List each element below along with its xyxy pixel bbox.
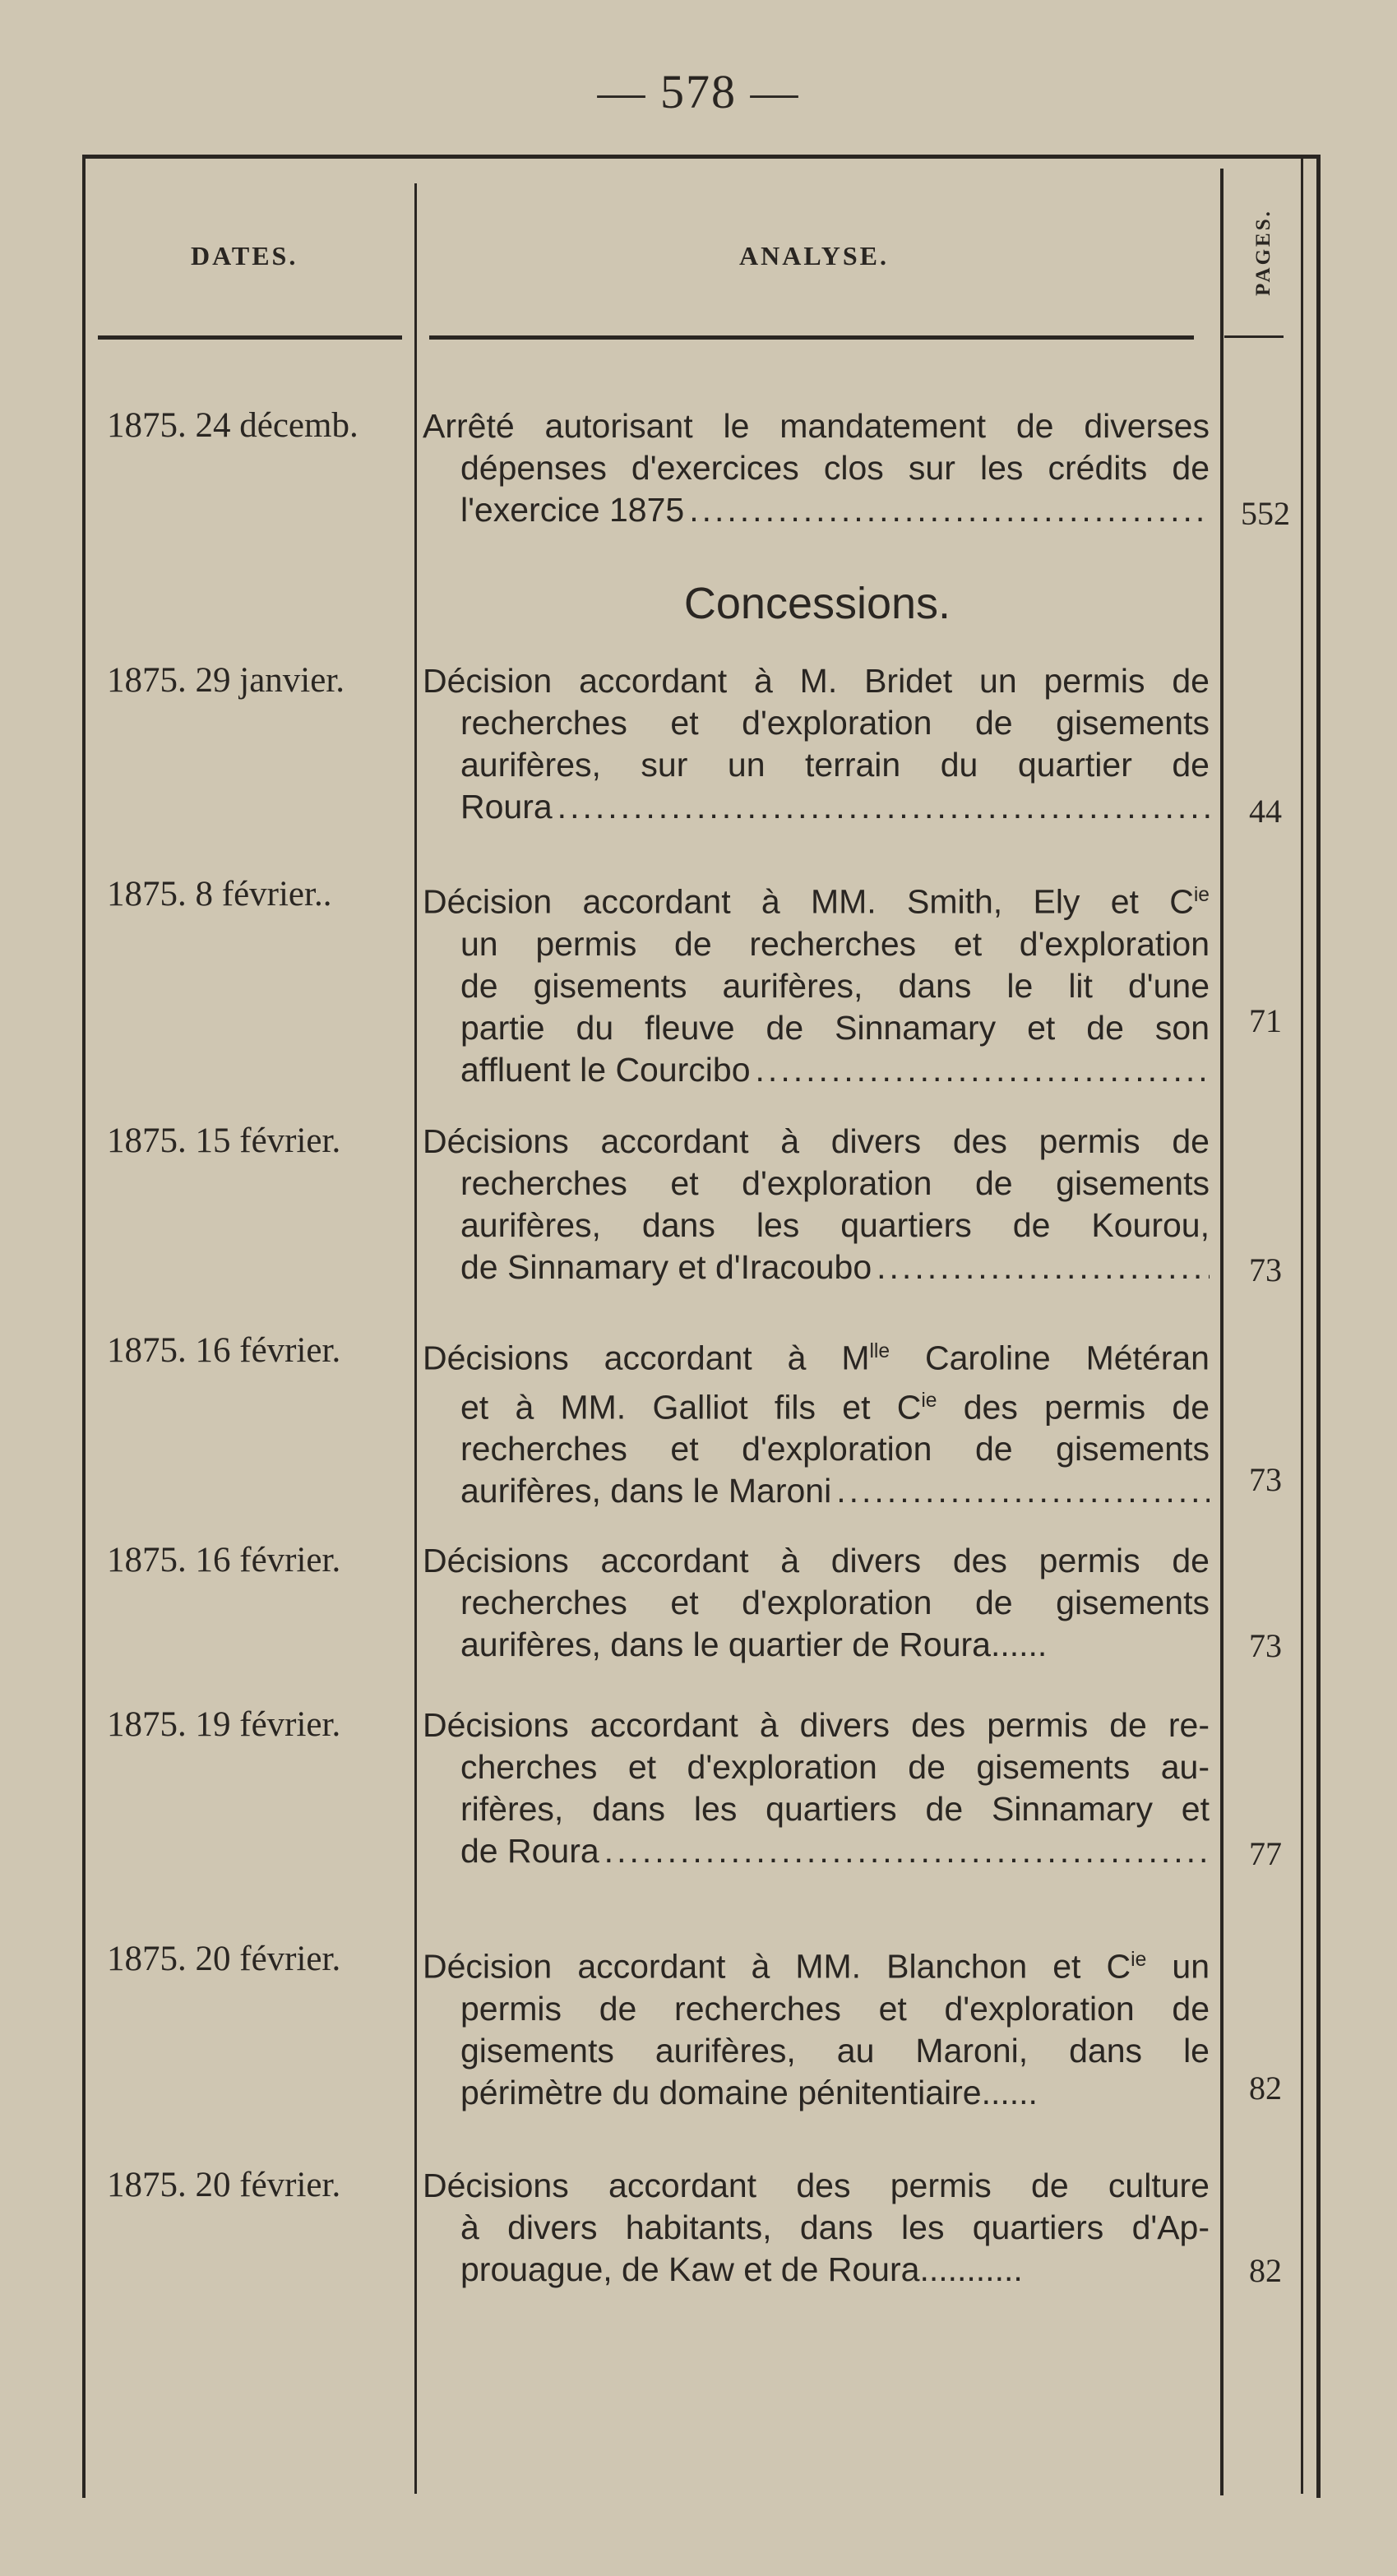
analysis-line-text: l'exercice 1875 <box>460 491 685 529</box>
leader-dots <box>604 1830 1210 1872</box>
analysis-line: permis de recherches et d'exploration de <box>460 1989 1210 2028</box>
entry-analysis <box>423 2165 1210 2291</box>
entry-analysis <box>423 405 1210 531</box>
analysis-line <box>423 1830 1210 1872</box>
leader-dots <box>877 1246 1210 1288</box>
analysis-line: Décisions accordant à $M^{lle}$ Caroline Météran <box>423 1339 1210 1377</box>
entry-analysis <box>423 1540 1210 1666</box>
analysis-line: dépenses d'exercices clos sur les crédits de <box>460 449 1210 487</box>
analysis-line-text: affluent le Courcibo <box>460 1050 751 1089</box>
analysis-line: recherches et d'exploration de gisements <box>460 1430 1210 1468</box>
analysis-line <box>423 489 1210 531</box>
entry-page: 552 <box>1241 495 1290 532</box>
analysis-line: périmètre du domaine pénitentiaire...... <box>460 2073 1038 2111</box>
analysis-line: un permis de recherches et d'exploration <box>460 924 1210 963</box>
analysis-line: Arrêté autorisant le mandatement de diverses <box>423 407 1210 445</box>
analysis-line: Décisions accordant à divers des permis de <box>423 1542 1210 1579</box>
entry-date: 1875. 16 février. <box>107 1331 341 1370</box>
analysis-line: gisements aurifères, au Maroni, dans le <box>460 2031 1210 2070</box>
entry-date: 1875. 29 janvier. <box>107 661 345 700</box>
analysis-line-text: de Roura <box>460 1832 599 1870</box>
leader-dots <box>836 1470 1210 1512</box>
analysis-line: de gisements aurifères, dans le lit d'une <box>460 966 1210 1005</box>
analysis-line-text: Roura <box>460 788 553 826</box>
analysis-line <box>423 786 1210 828</box>
header-pages: PAGES. <box>1252 209 1274 296</box>
entry-page: 77 <box>1249 1835 1282 1872</box>
entry-date: 1875. 20 février. <box>107 1940 341 1978</box>
analysis-line: aurifères, dans les quartiers de Kourou, <box>460 1206 1210 1244</box>
analysis-line: Décision accordant à MM. Smith, Ely et $C^{ie}$ <box>423 882 1210 921</box>
analysis-line: à divers habitants, dans les quartiers d'Ap- <box>460 2208 1210 2246</box>
entry-page: 71 <box>1249 1002 1282 1039</box>
header-analyse: ANALYSE. <box>739 241 889 271</box>
analysis-line: cherches et d'exploration de gisements au- <box>460 1748 1210 1786</box>
analysis-line: recherches et d'exploration de gisements <box>460 1164 1210 1202</box>
entry-page: 44 <box>1249 793 1282 830</box>
entry-page: 82 <box>1249 2252 1282 2289</box>
analysis-line: Décision accordant à MM. Blanchon et $C^{ie}$ un <box>423 1947 1210 1986</box>
header-dates: DATES. <box>191 241 298 271</box>
leader-dots <box>689 489 1210 531</box>
entry-page: 73 <box>1249 1627 1282 1664</box>
entry-date: 1875. 15 février. <box>107 1122 341 1160</box>
entry-analysis <box>423 660 1210 828</box>
analysis-line: recherches et d'exploration de gisements <box>460 1584 1210 1621</box>
entry-date: 1875. 24 décemb. <box>107 406 359 445</box>
index-table <box>82 155 1321 2498</box>
analysis-line: Décisions accordant à divers des permis de <box>423 1122 1210 1160</box>
entry-analysis <box>423 874 1210 1091</box>
entry-date: 1875. 16 février. <box>107 1541 341 1579</box>
analysis-line: rifères, dans les quartiers de Sinnamary et <box>460 1790 1210 1828</box>
analysis-line: aurifères, dans le quartier de Roura...... <box>460 1626 1048 1663</box>
leader-dots <box>557 786 1210 828</box>
analysis-line: recherches et d'exploration de gisements <box>460 704 1210 742</box>
entry-page: 73 <box>1249 1251 1282 1288</box>
analysis-line: aurifères, sur un terrain du quartier de <box>460 746 1210 784</box>
entry-date: 1875. 8 février.. <box>107 875 332 913</box>
entry-analysis <box>423 1121 1210 1288</box>
entry-analysis <box>423 1939 1210 2114</box>
header-rule-dates <box>98 335 402 340</box>
analysis-line: Décisions accordant des permis de culture <box>423 2167 1210 2204</box>
column-divider-dates <box>414 183 417 2494</box>
header-rule-pages <box>1224 335 1284 338</box>
entry-analysis <box>423 1704 1210 1872</box>
analysis-line: partie du fleuve de Sinnamary et de son <box>460 1008 1210 1047</box>
page-number: — 578 — <box>597 65 800 118</box>
leader-dots <box>756 1049 1210 1091</box>
entry-date: 1875. 19 février. <box>107 1705 341 1744</box>
analysis-line: prouague, de Kaw et de Roura........... <box>460 2250 1023 2288</box>
analysis-line <box>423 1470 1210 1512</box>
analysis-line: et à MM. Galliot fils et $C^{ie}$ des permis de <box>460 1388 1210 1427</box>
entry-date: 1875. 20 février. <box>107 2166 341 2204</box>
entry-page: 82 <box>1249 2070 1282 2107</box>
analysis-line: Décisions accordant à divers des permis de re- <box>423 1706 1210 1744</box>
entry-page: 73 <box>1249 1461 1282 1498</box>
analysis-line <box>423 1246 1210 1288</box>
analysis-line-text: de Sinnamary et d'Iracoubo <box>460 1248 872 1286</box>
section-heading: Concessions. <box>683 579 951 628</box>
analysis-line: Décision accordant à M. Bridet un permis de <box>423 662 1210 700</box>
header-rule-analyse <box>429 335 1194 340</box>
entry-analysis <box>423 1330 1210 1512</box>
analysis-line <box>423 1049 1210 1091</box>
analysis-line-text: aurifères, dans le Maroni <box>460 1472 832 1510</box>
